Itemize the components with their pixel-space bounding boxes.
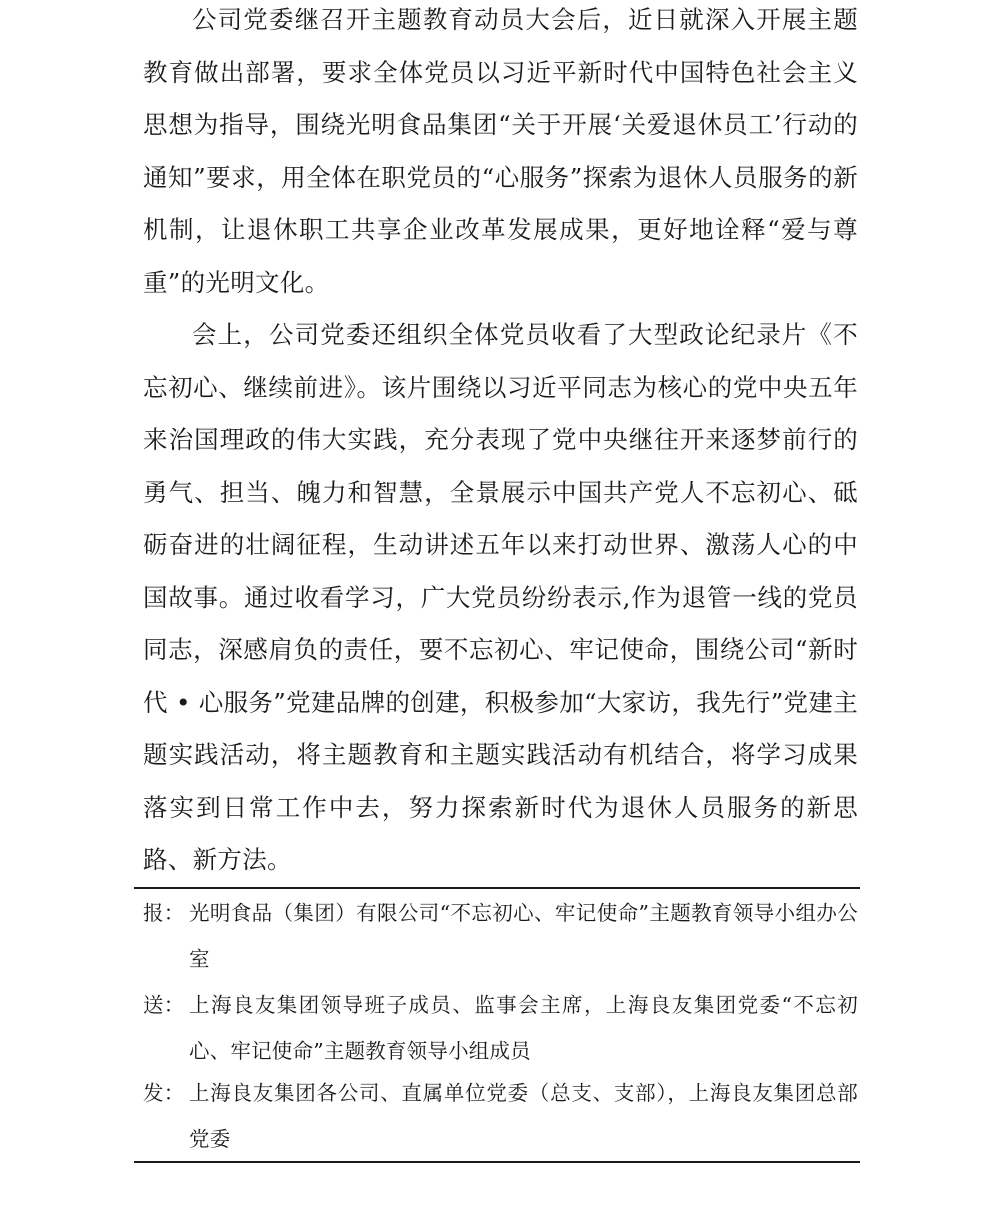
distribution-send bbox=[143, 982, 858, 1074]
issue-label: 发： bbox=[143, 1081, 185, 1105]
send-recipients: 上海良友集团领导班子成员、监事会主席，上海良友集团党委“不忘初心、牢记使命”主题教育领导小组成员 bbox=[189, 993, 858, 1063]
issue-recipients: 上海良友集团各公司、直属单位党委（总支、支部），上海良友集团总部党委 bbox=[189, 1081, 858, 1151]
distribution-top-rule bbox=[134, 887, 860, 889]
report-label: 报： bbox=[143, 901, 185, 925]
send-label: 送： bbox=[143, 993, 185, 1017]
distribution-bottom-rule bbox=[134, 1161, 860, 1163]
distribution-report bbox=[143, 890, 858, 982]
body-paragraph-2: 会上，公司党委还组织全体党员收看了大型政论纪录片《不忘初心、继续前进》。该片围绕以习近平同志为核心的党中央五年来治国理政的伟大实践，充分表现了党中央继往开来逐梦前行的勇气、担当、魄力和智慧，全景展示中国共产党人不忘初心、砥砺奋进的壮阔征程，生动讲述五年以来打动世界、激荡人心的中国故事。通过收看学习，广大党员纷纷表示,作为退管一线的党员同志，深感肩负的责任，要不忘初心、牢记使命，围绕公司“新时代 • 心服务”党建品牌的创建，积极参加“大家访，我先行”党建主题实践活动，将主题教育和主题实践活动有机结合，将学习成果落实到日常工作中去，努力探索新时代为退休人员服务的新思路、新方法。 bbox=[143, 320, 858, 874]
document-body bbox=[143, 0, 858, 887]
report-recipients: 光明食品（集团）有限公司“不忘初心、牢记使命”主题教育领导小组办公室 bbox=[189, 901, 858, 971]
body-paragraph-1: 公司党委继召开主题教育动员大会后，近日就深入开展主题教育做出部署，要求全体党员以习近平新时代中国特色社会主义思想为指导，围绕光明食品集团“关于开展‘关爱退休员工’行动的通知”要求，用全体在职党员的“心服务”探索为退休人员服务的新机制，让退休职工共享企业改革发展成果，更好地诠释“爱与尊重”的光明文化。 bbox=[143, 5, 858, 297]
distribution-issue bbox=[143, 1070, 858, 1162]
